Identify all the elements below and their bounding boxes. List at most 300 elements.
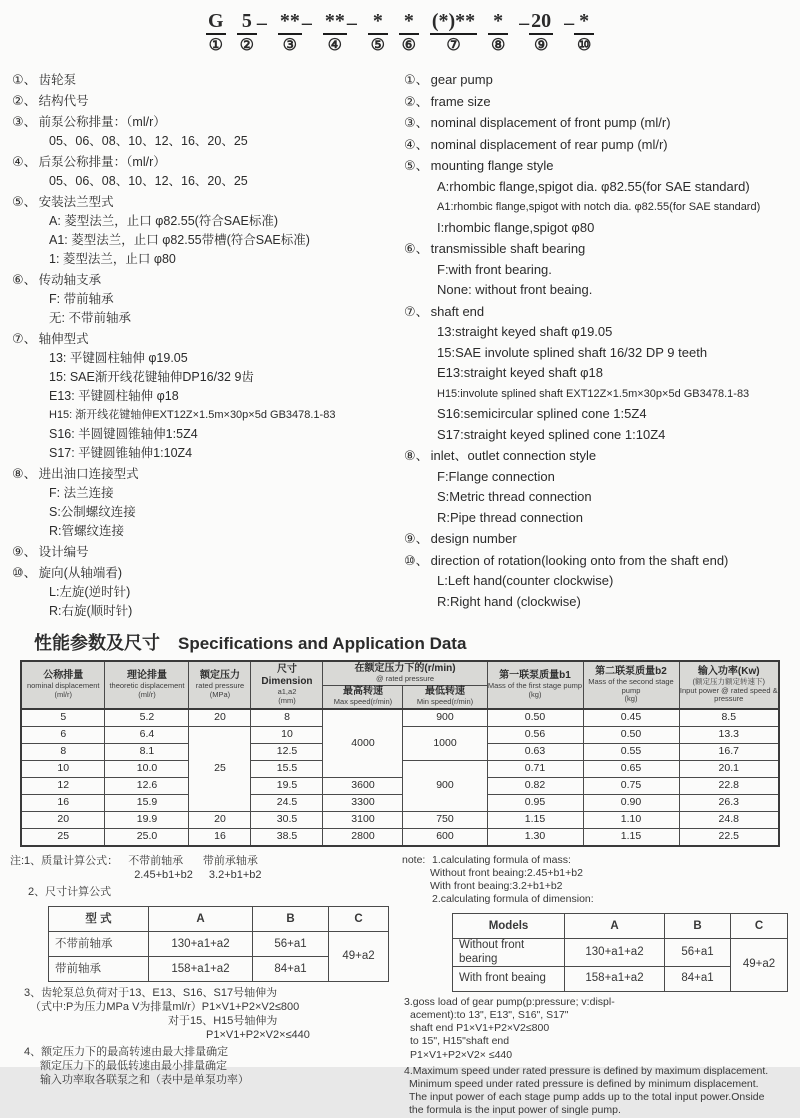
- table-cell: 20: [189, 709, 251, 727]
- circled-number: ④、: [404, 136, 429, 152]
- table-row: [21, 811, 779, 828]
- dimension-table-en: [452, 913, 788, 991]
- table-cell: Without front bearing: [453, 939, 565, 966]
- legend-item-subline: H15:involute splined shaft EXT12Z×1.5m×30p×5d GB3478.1-83: [437, 387, 750, 400]
- legend-item-subline: E13:straight keyed shaft φ18: [437, 365, 603, 380]
- legend-item-subline: E13: 平键圆柱轴伸 φ18: [49, 389, 179, 403]
- legend-item-title: 轴伸型式: [38, 332, 89, 346]
- table-cell: 0.90: [583, 794, 679, 811]
- table-cell: 1.15: [583, 828, 679, 846]
- code-text: G: [206, 10, 226, 35]
- legend-item-head: [404, 239, 800, 260]
- code-index-number: ⑤: [370, 37, 385, 54]
- code-text: *: [488, 10, 508, 35]
- legend-item: [404, 446, 800, 528]
- code-index-number: ①: [208, 37, 223, 54]
- table-cell: 20: [189, 811, 251, 828]
- legend-item-head: [12, 192, 398, 212]
- circled-number: ⑨、: [404, 531, 429, 546]
- table-cell: 0.50: [583, 726, 679, 743]
- legend-item-subline: R:右旋(顺时针): [49, 604, 133, 618]
- legend-item-title: 前泵公称排量：（ml/r）: [38, 115, 166, 129]
- table-cell: 12: [21, 777, 105, 794]
- circled-number: ⑨、: [12, 544, 37, 559]
- table-cell: 20: [21, 811, 105, 828]
- section-title-zh: 性能参数及尺寸: [34, 633, 160, 653]
- model-code: [0, 10, 800, 64]
- legend-item-head: [12, 464, 398, 484]
- legend-item: [404, 302, 800, 446]
- dim-header-b: B: [665, 914, 731, 939]
- legend-item: [12, 91, 398, 111]
- legend-item-title: direction of rotation(looking onto from the shaft end): [430, 552, 729, 568]
- note-mass-formula-zh: [10, 854, 400, 882]
- code-segment: [564, 10, 594, 55]
- code-segment: [278, 10, 312, 55]
- legend-item-head: [404, 446, 800, 467]
- table-cell: 16: [189, 828, 251, 846]
- table-cell: 0.71: [487, 760, 583, 777]
- code-core: [399, 10, 419, 55]
- table-cell: 带前轴承: [49, 956, 149, 981]
- circled-number: ⑦、: [12, 331, 37, 346]
- code-index-number: ⑦: [446, 37, 461, 54]
- table-cell: 0.65: [583, 760, 679, 777]
- legend-item-subline: F: 带前轴承: [49, 292, 114, 306]
- code-index-number: ④: [327, 37, 342, 54]
- code-index-number: ②: [239, 37, 254, 54]
- table-cell: 16.7: [679, 743, 779, 760]
- circled-number: ⑥、: [12, 272, 37, 287]
- legend-item-subline: F: 法兰连接: [49, 486, 114, 500]
- table-cell: 0.95: [487, 794, 583, 811]
- section-title-en: Specifications and Application Data: [178, 634, 467, 653]
- formula-without-bearing: 不带前轴承 2.45+b1+b2: [128, 854, 193, 881]
- table-cell: 6.4: [105, 726, 189, 743]
- legend-item-subline: S17: 平键圆锥轴伸1:10Z4: [49, 446, 193, 460]
- code-segment: [519, 10, 553, 55]
- code-index-number: ⑨: [533, 37, 549, 54]
- code-dash: –: [301, 12, 312, 34]
- table-cell: 84+a1: [665, 966, 731, 991]
- legend-item-head: [12, 152, 398, 172]
- legend-item-subline: S:Metric thread connection: [437, 489, 592, 504]
- note-label-en: note:: [402, 853, 426, 866]
- legend-item-head: [404, 529, 800, 550]
- table-cell: 2800: [323, 828, 403, 846]
- legend-item-subline: S17:straight keyed splined cone 1:10Z4: [437, 426, 666, 442]
- legend-item: [404, 70, 800, 91]
- code-segment: [399, 10, 419, 55]
- table-cell: 130+a1+a2: [565, 939, 665, 966]
- header-speed-group: 在额定压力下的(r/min) @ rated pressure: [323, 661, 487, 685]
- legend-item-subline: F:with front bearing.: [437, 261, 552, 277]
- circled-number: ⑤、: [12, 194, 37, 209]
- legend-item-title: 设计编号: [38, 545, 89, 559]
- legend-item-subline: A1: 菱型法兰，止口 φ82.55带槽(符合SAE标准): [49, 233, 310, 247]
- note-line: 2.calculating formula of dimension:: [432, 893, 594, 906]
- legend-item-subline: L:左旋(逆时针): [49, 585, 131, 599]
- legend-item: [12, 563, 398, 621]
- legend-item-title: nominal displacement of front pump (ml/r): [430, 115, 671, 130]
- legend-item-title: 旋向(从轴端看): [38, 566, 122, 580]
- note-line: Without front beaing:2.45+b1+b2: [430, 866, 583, 879]
- header-input-power: 输入功率(Kw) (额定压力额定转速下) Input power @ rated speed & pressure: [679, 661, 779, 709]
- table-cell: 600: [403, 828, 487, 846]
- note-line: P1×V1+P2×V2×≤440: [206, 1028, 310, 1041]
- code-text: (*)**: [430, 10, 477, 35]
- table-cell: 12.6: [105, 777, 189, 794]
- table-cell: 0.55: [583, 743, 679, 760]
- note-line: With front beaing:3.2+b1+b2: [430, 879, 563, 892]
- table-cell: 15.9: [105, 794, 189, 811]
- legend-item-head: [404, 70, 800, 91]
- table-cell: 49+a2: [731, 939, 788, 991]
- legend-item-head: [12, 70, 398, 90]
- table-row: [453, 939, 788, 966]
- legend-item: [404, 239, 800, 301]
- header-nominal-displacement: 公称排量 nominal displacement (ml/r): [21, 661, 105, 709]
- note-speed-en: [404, 1065, 800, 1118]
- code-core: [206, 10, 226, 55]
- code-text: **: [278, 10, 302, 35]
- legend-item-subline: I:rhombic flange,spigot φ80: [437, 219, 595, 235]
- table-cell: 6: [21, 726, 105, 743]
- circled-number: ①、: [404, 72, 429, 87]
- table-cell: 10: [21, 760, 105, 777]
- legend-item-subline: S16:semicircular splined cone 1:5Z4: [437, 406, 647, 421]
- dim-header-a: A: [565, 914, 665, 939]
- code-segment: [430, 10, 477, 55]
- code-text: *: [368, 10, 388, 35]
- table-cell: 26.3: [679, 794, 779, 811]
- table-row: [21, 709, 779, 727]
- code-core: [529, 10, 553, 55]
- note-line: 1.calculating formula of mass:: [432, 853, 571, 866]
- legend-item-subline: H15: 渐开线花键轴伸EXT12Z×1.5m×30p×5d GB3478.1-83: [49, 409, 336, 421]
- table-cell: 158+a1+a2: [149, 956, 253, 981]
- code-core: [278, 10, 302, 55]
- table-cell: 13.3: [679, 726, 779, 743]
- legend-item-title: frame size: [430, 93, 491, 109]
- note-mass-formula-en: [430, 854, 800, 907]
- code-core: [574, 10, 594, 55]
- legend-item-title: mounting flange style: [430, 158, 554, 173]
- legend-item-title: gear pump: [430, 72, 493, 87]
- table-cell: 750: [403, 811, 487, 828]
- legend-item-title: 进出油口连接型式: [38, 467, 139, 481]
- code-segment: [488, 10, 508, 55]
- dimension-table-zh: [48, 906, 389, 982]
- table-cell: 84+a1: [253, 956, 329, 981]
- table-cell: 8: [251, 709, 323, 727]
- legend-item-title: 齿轮泵: [38, 73, 77, 87]
- circled-number: ③、: [12, 114, 37, 129]
- dim-header-models: Models: [453, 914, 565, 939]
- circled-number: ⑤、: [404, 158, 429, 173]
- legend-columns: [0, 70, 800, 622]
- legend-item-head: [404, 156, 800, 177]
- table-cell: 56+a1: [253, 931, 329, 956]
- note-line: shaft end P1×V1+P2×V2≤800: [410, 1022, 550, 1035]
- legend-item-title: transmissible shaft bearing: [430, 241, 586, 256]
- dim-header-c: C: [329, 906, 389, 931]
- table-cell: 16: [21, 794, 105, 811]
- circled-number: ⑧、: [404, 448, 429, 463]
- legend-item-subline: R:Pipe thread connection: [437, 509, 583, 525]
- note-line: 4、额定压力下的最高转速由最大排量确定: [24, 1045, 229, 1058]
- code-text: 5: [237, 10, 257, 35]
- circled-number: ④、: [12, 154, 37, 169]
- legend-item-subline: 05、06、08、10、12、16、20、25: [49, 174, 248, 188]
- legend-item-head: [12, 329, 398, 349]
- legend-item-subline: 13:straight keyed shaft φ19.05: [437, 324, 613, 339]
- note-line: 3.goss load of gear pump(p:pressure; v:displ-: [404, 995, 615, 1008]
- note-line: The input power of each stage pump adds up to the total input power.Onside: [409, 1091, 765, 1104]
- legend-item-subline: A: 菱型法兰，止口 φ82.55(符合SAE标准): [49, 214, 278, 228]
- note-line: 3、齿轮泵总负荷对于13、E13、S16、S17号轴伸为: [24, 986, 278, 999]
- table-cell: 22.5: [679, 828, 779, 846]
- note-line: 输入功率取各联泵之和（表中是单泵功率）: [40, 1073, 249, 1086]
- legend-item-subline: S16: 半圆键圆锥轴伸1:5Z4: [49, 427, 198, 441]
- code-dash: –: [346, 12, 357, 34]
- note-line: （式中:P为压力MPa V为排量ml/r）P1×V1+P2×V2≤800: [30, 1000, 300, 1013]
- table-cell: 22.8: [679, 777, 779, 794]
- dim-header-model: 型 式: [49, 906, 149, 931]
- code-index-number: ⑥: [401, 37, 416, 54]
- table-cell: 158+a1+a2: [565, 966, 665, 991]
- spec-table: [20, 660, 780, 847]
- table-cell: 1.30: [487, 828, 583, 846]
- legend-item-head: [404, 92, 800, 113]
- legend-item-subline: 13: 平键圆柱轴伸 φ19.05: [49, 351, 188, 365]
- legend-item-head: [404, 113, 800, 134]
- note-dimension-formula-zh: 2、尺寸计算公式: [28, 885, 112, 898]
- legend-item-subline: 15:SAE involute splined shaft 16/32 DP 9 teeth: [437, 344, 708, 360]
- code-core: [323, 10, 347, 55]
- code-text: *: [399, 10, 419, 35]
- note-load-zh: [10, 986, 400, 1042]
- header-mass-first-stage: 第一联泵质量b1 Mass of the first stage pump (kg): [487, 661, 583, 709]
- legend-item: [404, 551, 800, 613]
- legend-item-subline: None: without front beaing.: [437, 282, 593, 297]
- notes: [0, 854, 800, 1118]
- table-cell: 10.0: [105, 760, 189, 777]
- circled-number: ③、: [404, 115, 429, 130]
- legend-item-head: [12, 91, 398, 111]
- legend-item: [12, 270, 398, 328]
- circled-number: ⑧、: [12, 466, 37, 481]
- table-cell: 1000: [403, 726, 487, 760]
- table-cell: 0.82: [487, 777, 583, 794]
- legend-item-subline: 05、06、08、10、12、16、20、25: [49, 134, 248, 148]
- table-cell: 0.63: [487, 743, 583, 760]
- legend-item-title: nominal displacement of rear pump (ml/r): [430, 136, 668, 152]
- table-cell: 25: [189, 726, 251, 811]
- dim-header-a: A: [149, 906, 253, 931]
- legend-item-title: shaft end: [430, 303, 485, 319]
- legend-item-subline: A1:rhombic flange,spigot with notch dia. φ82.55(for SAE standard): [437, 201, 761, 213]
- table-cell: 5.2: [105, 709, 189, 727]
- legend-item-subline: A:rhombic flange,spigot dia. φ82.55(for SAE standard): [437, 178, 750, 194]
- note-line: acement):to 13", E13", S16", S17": [410, 1008, 569, 1021]
- table-cell: With front beaing: [453, 966, 565, 991]
- code-index-number: ⑧: [490, 37, 506, 54]
- legend-item-head: [404, 551, 800, 572]
- table-cell: 1.15: [487, 811, 583, 828]
- circled-number: ②、: [404, 93, 429, 109]
- legend-item-subline: R:Right hand (clockwise): [437, 593, 581, 609]
- circled-number: ⑩、: [12, 565, 37, 580]
- dim-header-c: C: [731, 914, 788, 939]
- header-dimension: 尺寸 Dimension a1,a2 (mm): [251, 661, 323, 709]
- circled-number: ⑦、: [404, 303, 429, 319]
- note-speed-zh: [10, 1045, 400, 1087]
- header-rated-pressure: 额定压力 rated pressure (MPa): [189, 661, 251, 709]
- header-min-speed: 最低转速 Min speed(r/min): [403, 685, 487, 709]
- notes-right: [400, 854, 800, 1118]
- note-line: the formula is the input power of single pump.: [409, 1104, 621, 1117]
- legend-list-zh: [0, 70, 398, 622]
- legend-item: [404, 156, 800, 238]
- table-row: [21, 794, 779, 811]
- legend-item-title: design number: [430, 531, 517, 546]
- legend-item-head: [12, 563, 398, 583]
- header-max-speed: 最高转速 Max speed(r/min): [323, 685, 403, 709]
- code-core: [368, 10, 388, 55]
- note-line: P1×V1+P2×V2× ≤440: [410, 1048, 513, 1061]
- legend-item: [12, 542, 398, 562]
- code-segment: [368, 10, 388, 55]
- code-text: *: [574, 10, 594, 35]
- table-cell: 56+a1: [665, 939, 731, 966]
- legend-item-subline: R:管螺纹连接: [49, 524, 125, 538]
- table-cell: 4000: [323, 709, 403, 778]
- notes-left: [0, 854, 400, 1118]
- header-theoretic-displacement: 理论排量 theoretic displacement (ml/r): [105, 661, 189, 709]
- code-index-number: ⑩: [576, 37, 592, 54]
- table-cell: 3100: [323, 811, 403, 828]
- legend-item-subline: 1: 菱型法兰，止口 φ80: [49, 252, 176, 266]
- circled-number: ⑥、: [404, 241, 429, 256]
- legend-item-title: 安装法兰型式: [38, 195, 114, 209]
- code-text: 20: [529, 10, 553, 35]
- code-dash: –: [256, 12, 267, 34]
- legend-item-head: [12, 542, 398, 562]
- code-segment: [237, 10, 267, 55]
- dim-header-b: B: [253, 906, 329, 931]
- table-cell: 25: [21, 828, 105, 846]
- table-cell: 8.5: [679, 709, 779, 727]
- section-title: [34, 629, 800, 655]
- note-line: 对于15、H15号轴伸为: [168, 1014, 278, 1027]
- header-mass-second-stage: 第二联泵质量b2 Mass of the second stage pump (kg): [583, 661, 679, 709]
- table-cell: 20.1: [679, 760, 779, 777]
- table-cell: 3600: [323, 777, 403, 794]
- table-cell: 49+a2: [329, 931, 389, 981]
- legend-item: [404, 135, 800, 156]
- circled-number: ⑩、: [404, 552, 429, 568]
- code-dash: –: [564, 12, 575, 34]
- legend-item-subline: 无: 不带前轴承: [49, 311, 131, 325]
- legend-item: [404, 529, 800, 550]
- table-cell: 24.5: [251, 794, 323, 811]
- legend-item: [12, 192, 398, 269]
- table-row: [21, 777, 779, 794]
- table-cell: 24.8: [679, 811, 779, 828]
- legend-item: [12, 329, 398, 463]
- table-row: [49, 931, 389, 956]
- circled-number: ②、: [12, 93, 37, 108]
- legend-item-head: [404, 135, 800, 156]
- legend-item-head: [12, 270, 398, 290]
- legend-list-en: [398, 70, 800, 622]
- legend-item: [12, 70, 398, 90]
- table-cell: 0.45: [583, 709, 679, 727]
- table-row: [21, 828, 779, 846]
- code-segment: [323, 10, 357, 55]
- table-cell: 900: [403, 760, 487, 811]
- legend-item: [12, 152, 398, 191]
- legend-item: [404, 92, 800, 113]
- legend-item-subline: L:Left hand(counter clockwise): [437, 573, 614, 588]
- note-line: 额定压力下的最低转速由最小排量确定: [40, 1059, 227, 1072]
- legend-item-title: 结构代号: [38, 94, 89, 108]
- table-cell: 130+a1+a2: [149, 931, 253, 956]
- legend-item-head: [12, 112, 398, 132]
- table-cell: 0.56: [487, 726, 583, 743]
- legend-item-subline: F:Flange connection: [437, 468, 555, 484]
- table-cell: 15.5: [251, 760, 323, 777]
- code-core: [488, 10, 508, 55]
- legend-item: [12, 464, 398, 541]
- legend-item-title: inlet、outlet connection style: [430, 448, 597, 463]
- legend-item-title: 传动轴支承: [38, 273, 102, 287]
- table-cell: 30.5: [251, 811, 323, 828]
- code-core: [237, 10, 257, 55]
- note-line: 4.Maximum speed under rated pressure is defined by maximum displacement.: [404, 1064, 769, 1077]
- table-cell: 不带前轴承: [49, 931, 149, 956]
- legend-item-subline: S:公制螺纹连接: [49, 505, 136, 519]
- table-cell: 10: [251, 726, 323, 743]
- note-line: Minimum speed under rated pressure is defined by minimum displacement.: [409, 1077, 759, 1090]
- table-cell: 25.0: [105, 828, 189, 846]
- table-cell: 8: [21, 743, 105, 760]
- code-text: **: [323, 10, 347, 35]
- note-label: 注:1、质量计算公式：: [10, 854, 119, 867]
- legend-item: [404, 113, 800, 134]
- table-cell: 3300: [323, 794, 403, 811]
- legend-item-subline: 15: SAE渐开线花键轴伸DP16/32 9齿: [49, 370, 254, 384]
- table-cell: 1.10: [583, 811, 679, 828]
- code-core: [430, 10, 477, 55]
- legend-item-head: [404, 302, 800, 323]
- table-cell: 19.5: [251, 777, 323, 794]
- code-dash: –: [519, 12, 530, 34]
- note-load-en: [404, 996, 800, 1062]
- code-segment: [206, 10, 226, 55]
- note-line: to 15", H15"shaft end: [410, 1035, 510, 1048]
- code-index-number: ③: [282, 37, 297, 54]
- table-cell: 8.1: [105, 743, 189, 760]
- table-cell: 0.50: [487, 709, 583, 727]
- circled-number: ①、: [12, 72, 37, 87]
- legend-item: [12, 112, 398, 151]
- table-cell: 19.9: [105, 811, 189, 828]
- formula-with-bearing: 带前承轴承 3.2+b1+b2: [202, 854, 262, 881]
- legend-item-title: 后泵公称排量：（ml/r）: [38, 155, 166, 169]
- table-cell: 900: [403, 709, 487, 727]
